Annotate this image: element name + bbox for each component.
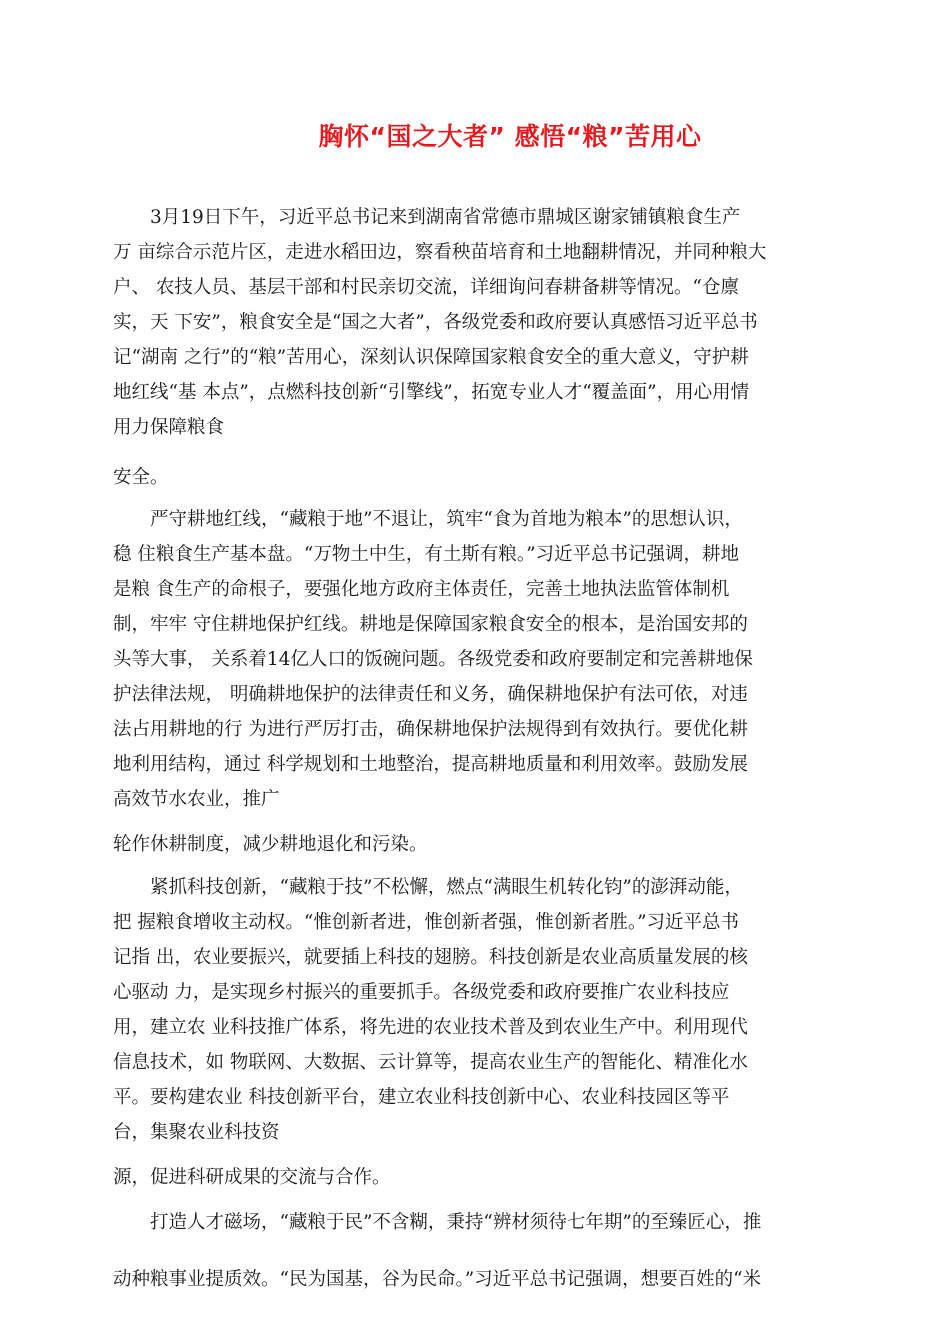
text-line: 地利用结构，通过 科学规划和土地整治，提高耕地质量和利用效率。鼓励发展 <box>113 754 748 775</box>
text-line: 制，牢牢 守住耕地保护红线。耕地是保障国家粮食安全的根本，是治国安邦的 <box>113 614 748 635</box>
text-line: 户、 农技人员、基层干部和村民亲切交流，详细询问春耕备耕等情况。“仓廪 <box>113 277 739 298</box>
text-line: 护法律法规， 明确耕地保护的法律责任和义务，确保耕地保护有法可依，对违 <box>113 684 748 705</box>
text-line: 万 亩综合示范片区，走进水稻田边，察看秧苗培育和土地翻耕情况，并同种粮大 <box>113 242 767 263</box>
text-line: 平。要构建农业 科技创新平台，建立农业科技创新中心、农业科技园区等平 <box>113 1087 730 1108</box>
text-line: 法占用耕地的行 为进行严厉打击，确保耕地保护法规得到有效执行。要优化耕 <box>113 719 748 740</box>
text-line: 记指 出，农业要振兴，就要插上科技的翅膀。科技创新是农业高质量发展的核 <box>113 947 748 968</box>
text-line: 把 握粮食增收主动权。“惟创新者进，惟创新者强，惟创新者胜。”习近平总书 <box>113 912 740 933</box>
text-line: 3月19日下午，习近平总书记来到湖南省常德市鼎城区谢家铺镇粮食生产 <box>150 207 741 228</box>
text-line: 用，建立农 业科技推广体系，将先进的农业技术普及到农业生产中。利用现代 <box>113 1017 748 1038</box>
text-line: 紧抓科技创新，“藏粮于技”不松懈，燃点“满眼生机转化钧”的澎湃动能， <box>150 877 743 898</box>
text-line: 头等大事， 关系着14亿人口的饭碗问题。各级党委和政府要制定和完善耕地保 <box>113 649 753 670</box>
text-line: 安全。 <box>113 467 169 488</box>
text-line: 用力保障粮食 <box>113 417 225 438</box>
text-line: 稳 住粮食生产基本盘。“万物土中生，有土斯有粮。”习近平总书记强调，耕地 <box>113 544 740 565</box>
text-line: 实，天 下安”，粮食安全是“国之大者”，各级党委和政府要认真感悟习近平总书 <box>113 312 758 333</box>
text-line: 动种粮事业提质效。“民为国基，谷为民命。”习近平总书记强调，想要百姓的“米 <box>113 1269 762 1290</box>
page-title: 胸怀“国之大者” 感悟“粮”苦用心 <box>318 122 702 151</box>
text-line: 打造人才磁场，“藏粮于民”不含糊，秉持“辨材须待七年期”的至臻匠心，推 <box>150 1212 762 1233</box>
text-line: 记“湖南 之行”的“粮”苦用心，深刻认识保障国家粮食安全的重大意义，守护耕 <box>113 347 749 368</box>
text-line: 轮作休耕制度，减少耕地退化和污染。 <box>113 834 428 855</box>
text-line: 高效节水农业，推广 <box>113 789 280 810</box>
text-line: 严守耕地红线，“藏粮于地”不退让，筑牢“食为首地为粮本”的思想认识， <box>150 509 743 530</box>
text-line: 源，促进科研成果的交流与合作。 <box>113 1167 391 1188</box>
text-line: 台，集聚农业科技资 <box>113 1122 280 1143</box>
text-line: 是粮 食生产的命根子，要强化地方政府主体责任，完善土地执法监管体制机 <box>113 579 730 600</box>
text-line: 信息技术，如 物联网、大数据、云计算等，提高农业生产的智能化、精准化水 <box>113 1052 748 1073</box>
text-line: 地红线“基 本点”，点燃科技创新“引擎线”，拓宽专业人才“覆盖面”，用心用情 <box>113 382 750 403</box>
text-line: 心驱动 力，是实现乡村振兴的重要抓手。各级党委和政府要推广农业科技应 <box>113 982 730 1003</box>
